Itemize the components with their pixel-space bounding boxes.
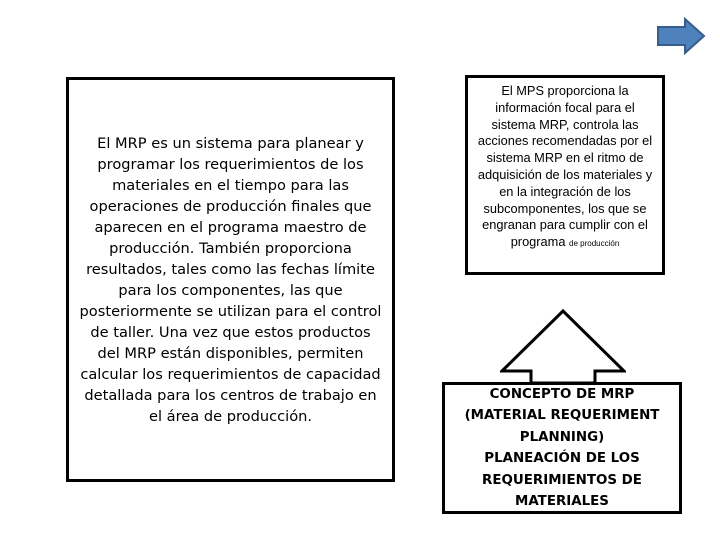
mrp-definition-box [66,77,395,482]
arrow-right-icon [655,16,707,56]
mps-description-small: de producción [569,239,620,249]
mrp-definition-text: El MRP es un sistema para planear y programar los requerimientos de los materiales en el tiempo para las operaciones de producción finales que aparecen en el programa maestro de producción. También proporciona resultados, tales como las fechas límite para los componentes, las que posteriormente se utilizan para el control de taller. Una vez que estos productos del MRP están disponibles, permiten calcular los requerimientos de capacidad detallada para los centros de trabajo en el área de producción. [79,134,382,425]
concept-title: CONCEPTO DE MRP [489,386,635,402]
next-slide-button[interactable] [655,16,707,56]
mps-description-main: El MPS proporciona la información focal para el sistema MRP, controla las acciones recomendadas por el sistema MRP en el ritmo de adquisición de los materiales y en la integración de los subcomponentes, los que se engranan para cumplir con el programa [477,83,653,250]
mps-description-box [465,75,665,275]
mrp-concept-box [442,382,682,514]
mrp-concept-text [445,384,679,513]
mps-description-text [468,78,662,253]
up-arrow-icon [500,308,626,384]
concept-spanish-name: PLANEACIÓN DE LOS REQUERIMIENTOS DE MATERIALES [482,451,642,509]
concept-english-name: (MATERIAL REQUERIMENT PLANNING) [464,408,660,445]
